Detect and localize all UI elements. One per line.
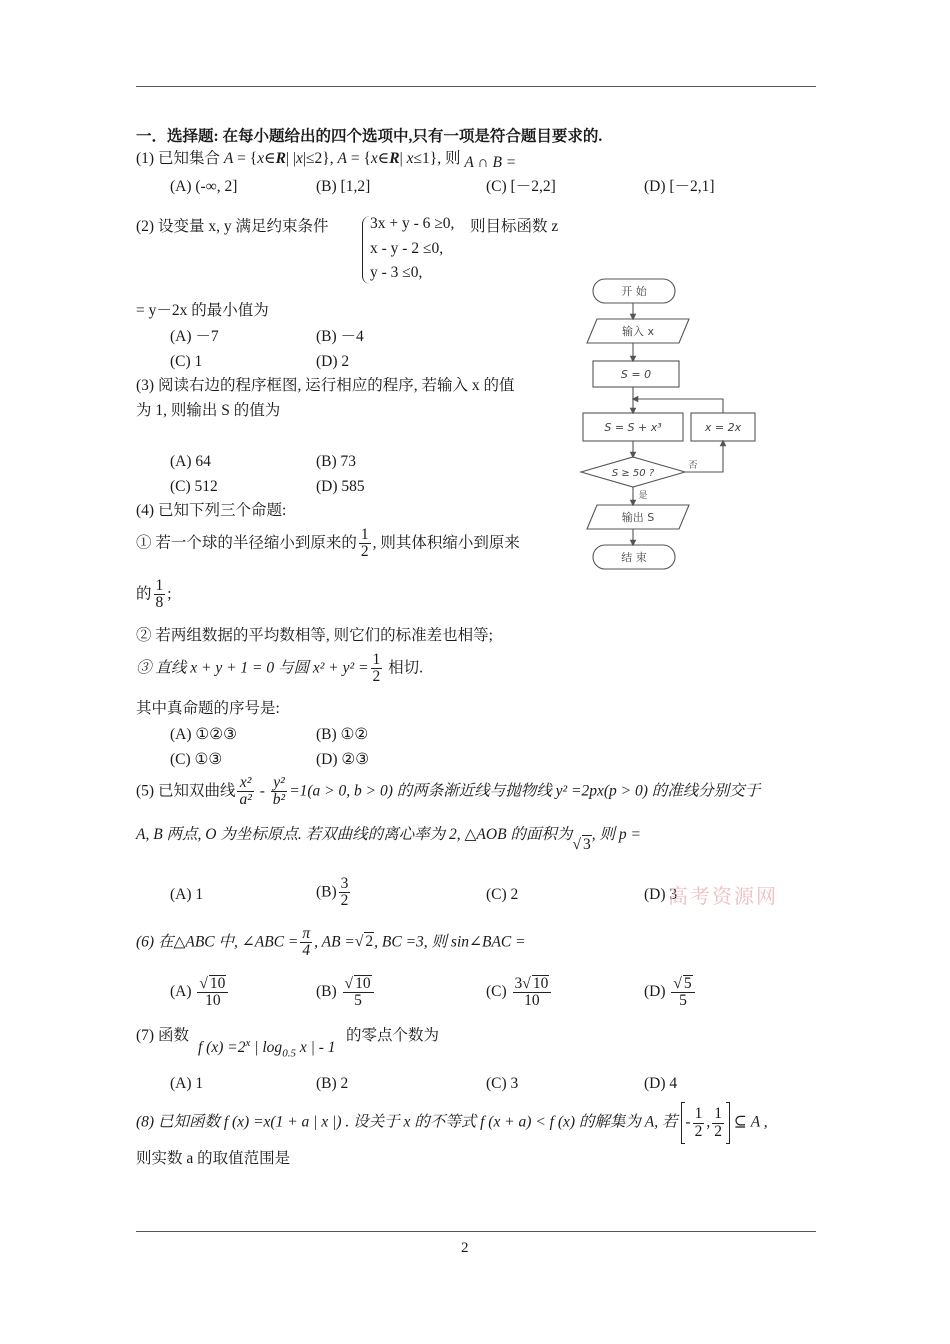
q2-constraint-2: x - y - 2 ≤0, [370,240,444,257]
q3-option-b[interactable]: (B) 73 [316,453,357,470]
q4-ask: 其中真命题的序号是: [136,700,280,717]
q2-option-a[interactable]: (A) －7 [170,328,219,345]
q3-option-a[interactable]: (A) 64 [170,453,211,470]
q4-proposition-1: ① 若一个球的半径缩小到原来的 $\frac{1}{2}$ , 则其体积缩小到原来 [136,526,520,561]
q7-option-c[interactable]: (C) 3 [486,1075,519,1092]
q2-constraint-1: 3x + y - 6 ≥0, [370,215,455,232]
q7-option-a[interactable]: (A) 1 [170,1075,204,1092]
flow-yes-label: 是 [638,491,648,501]
q7-option-d[interactable]: (D) 4 [644,1075,678,1092]
q4-proposition-3: ③ 直线 x + y + 1 = 0 与圆 x² + y² = $\frac{1}{2}$ 相切. [136,651,424,686]
q4-lead: (4) 已知下列三个命题: [136,502,287,519]
q5-option-c[interactable]: (C) 2 [486,886,519,903]
q1-option-b[interactable]: (B) [1,2] [316,178,371,195]
q2-constraint-brace [362,216,370,284]
q4-proposition-2: ② 若两组数据的平均数相等, 则它们的标准差也相等; [136,627,493,644]
q6-option-d[interactable]: (D) $\frac{√ 5}{5}$ [644,975,697,1010]
q3-option-d[interactable]: (D) 585 [316,478,365,495]
q8-line-2: 则实数 a 的取值范围是 [136,1150,291,1167]
q1-option-c[interactable]: (C) [－2,2] [486,178,556,195]
flow-no-label: 否 [688,461,698,471]
q5-stem: (5) 已知双曲线 $\frac{\text{x²}}{\text{a²}}$ - $\frac{\text{y²}}{\text{b²}}$ =1(a > 0, b > 0) 的两条渐近线与抛物线 y² =2px(p > 0) 的准线分别交于 [136,774,761,809]
q4-option-d[interactable]: (D) ②③ [316,751,370,768]
program-flowchart [575,275,775,575]
q2-option-c[interactable]: (C) 1 [170,353,203,370]
page-number: 2 [461,1240,469,1256]
section-heading: 一．选择题: 在每小题给出的四个选项中,只有一项是符合题目要求的. [136,128,603,145]
q4-option-a[interactable]: (A) ①②③ [170,726,238,743]
flow-output-label: 输出 S [621,511,655,524]
flow-start-label: 开 始 [621,285,647,298]
q6-stem: (6) 在△ABC 中, ∠ABC = $\frac{\pi}{4}$ , AB =√ 2, BC =3, 则 sin∠BAC = [136,925,526,960]
flow-end-label: 结 束 [621,551,647,564]
q7-option-b[interactable]: (B) 2 [316,1075,349,1092]
q3-line-1: (3) 阅读右边的程序框图, 运行相应的程序, 若输入 x 的值 [136,377,515,394]
q3-option-c[interactable]: (C) 512 [170,478,218,495]
q2-tail: 则目标函数 z [470,218,559,235]
q1-option-d[interactable]: (D) [－2,1] [644,178,715,195]
q2-constraint-3: y - 3 ≤0, [370,264,423,281]
q8-stem: (8) 已知函数 f (x) =x(1 + a | x |) . 设关于 x 的不等式 f (x + a) < f (x) 的解集为 A, 若 - $\frac{1}{2}$ , $\frac{1}{2}$ ⊆ A , [136,1102,768,1144]
flow-update-label: S = S + x³ [604,421,662,434]
q5-stem-line-2: A, B 两点, O 为坐标原点. 若双曲线的离心率为 2, △AOB 的面积为√ 3, 则 p = [136,826,641,853]
q4-option-b[interactable]: (B) ①② [316,726,369,743]
q2-option-b[interactable]: (B) －4 [316,328,364,345]
flow-init-label: S = 0 [620,368,652,381]
watermark: 高考资源网 [668,886,778,908]
q7-formula: f $(x) =2^x$ | $\log_{0.5} x$ | - 1 [198,1037,336,1060]
flow-decision-label: S ≥ 50 ? [611,468,655,479]
top-rule [136,86,816,87]
flow-double-label: x = 2x [704,421,742,434]
q6-option-a[interactable]: (A) $\frac{√ 10}{10}$ [170,975,230,1010]
q2-continuation: = y－2x 的最小值为 [136,302,269,319]
q1-stem: (1) 已知集合 A = {x∈R| |x|≤2}, A = {x∈R| x≤1}, 则 A ∩ B = [136,150,517,171]
q5-option-b[interactable]: (B) $\frac{3}{2}$ [316,875,349,910]
q7-lead: (7) 函数 [136,1027,189,1044]
q7-tail: 的零点个数为 [346,1027,440,1044]
q1-option-a[interactable]: (A) (-∞, 2] [170,178,238,195]
q3-line-2: 为 1, 则输出 S 的值为 [136,402,281,419]
q5-option-d[interactable]: (D) 3 [644,886,678,903]
q6-option-b[interactable]: (B) $\frac{√ 10}{5}$ [316,975,376,1010]
q2-lead: (2) 设变量 x, y 满足约束条件 [136,218,329,235]
q5-option-a[interactable]: (A) 1 [170,886,204,903]
q2-option-d[interactable]: (D) 2 [316,353,350,370]
q6-option-c[interactable]: (C) $\frac{3√ 10}{10}$ [486,975,553,1010]
bottom-rule [136,1231,816,1232]
flow-input-label: 输入 x [621,325,655,338]
q4-proposition-1-cont: 的 $\frac{1}{8}$ ; [136,577,172,612]
q4-option-c[interactable]: (C) ①③ [170,751,223,768]
